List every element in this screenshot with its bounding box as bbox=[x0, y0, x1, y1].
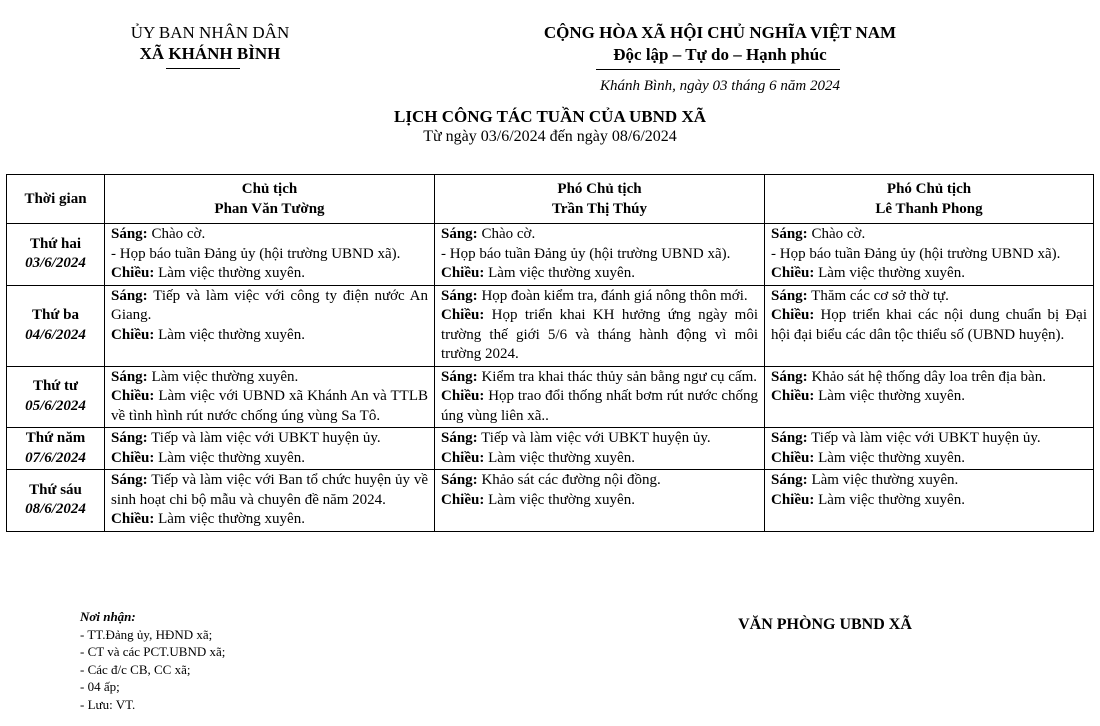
entry-text: Tiếp và làm việc với công ty điện nước An Giang. bbox=[111, 287, 428, 323]
day-name: Thứ năm bbox=[25, 430, 86, 446]
header-time bbox=[7, 175, 105, 224]
schedule-entry bbox=[441, 471, 758, 491]
header-role: Chủ tịch bbox=[241, 181, 298, 197]
schedule-entry bbox=[771, 225, 1087, 245]
entry-text: Chào cờ. bbox=[477, 226, 536, 242]
schedule-entry bbox=[111, 429, 428, 449]
schedule-cell bbox=[105, 224, 435, 286]
schedule-entry bbox=[771, 429, 1087, 449]
schedule-cell bbox=[435, 366, 765, 428]
national-title: CỘNG HÒA XÃ HỘI CHỦ NGHĨA VIỆT NAM bbox=[543, 23, 897, 42]
entry-text: Làm việc thường xuyên. bbox=[814, 388, 965, 404]
table-header-row bbox=[7, 175, 1094, 224]
schedule-entry bbox=[441, 387, 758, 426]
entry-text: Làm việc thường xuyên. bbox=[814, 449, 965, 466]
header-role: Phó Chủ tịch bbox=[557, 181, 642, 197]
session-label: Sáng: bbox=[441, 287, 478, 304]
session-label: Sáng: bbox=[771, 226, 808, 242]
session-label: Chiều: bbox=[111, 388, 155, 404]
entry-text: Chào cờ. bbox=[147, 226, 206, 242]
entry-text: Tiếp và làm việc với UBKT huyện ủy. bbox=[807, 430, 1041, 446]
session-label: Chiều: bbox=[771, 265, 815, 281]
entry-text: - Họp báo tuần Đảng ủy (hội trường UBND xã). bbox=[111, 245, 401, 262]
schedule-entry bbox=[441, 225, 758, 245]
day-date: 05/6/2024 bbox=[25, 397, 86, 414]
document-date: Khánh Bình, ngày 03 tháng 6 năm 2024 bbox=[600, 78, 840, 94]
session-label: Sáng: bbox=[441, 226, 478, 242]
entry-text: Họp triển khai KH hưởng ứng ngày môi trường thế giới 5/6 và tháng hành động vì môi trường 2024. bbox=[441, 307, 758, 362]
schedule-entry bbox=[111, 264, 428, 284]
session-label: Sáng: bbox=[441, 430, 478, 446]
document-title: LỊCH CÔNG TÁC TUẦN CỦA UBND XÃ bbox=[393, 107, 707, 126]
schedule-entry bbox=[771, 287, 1087, 307]
schedule-entry bbox=[771, 306, 1087, 345]
schedule-table bbox=[6, 174, 1094, 532]
day-name: Thứ hai bbox=[29, 235, 82, 252]
schedule-entry bbox=[111, 326, 428, 346]
session-label: Sáng: bbox=[111, 287, 148, 304]
session-label: Chiều: bbox=[111, 265, 155, 281]
schedule-entry bbox=[441, 429, 758, 449]
entry-text: Làm việc thường xuyên. bbox=[484, 265, 635, 281]
schedule-entry bbox=[771, 387, 1087, 407]
day-cell bbox=[7, 366, 105, 428]
recipients-list bbox=[80, 626, 225, 714]
schedule-entry bbox=[771, 491, 1087, 511]
day-date: 04/6/2024 bbox=[25, 326, 86, 343]
schedule-entry bbox=[111, 245, 428, 265]
session-label: Chiều: bbox=[111, 326, 155, 343]
session-label: Sáng: bbox=[771, 472, 808, 488]
entry-text: Làm việc thường xuyên. bbox=[484, 491, 635, 508]
issuer-line-1: ỦY BAN NHÂN DÂN bbox=[130, 23, 290, 42]
recipients-block bbox=[80, 608, 225, 713]
entry-text: Làm việc thường xuyên. bbox=[154, 326, 305, 343]
schedule-cell bbox=[435, 428, 765, 470]
day-cell bbox=[7, 428, 105, 470]
session-label: Chiều: bbox=[441, 307, 485, 323]
entry-text: Chào cờ. bbox=[807, 226, 866, 242]
header-person: Lê Thanh Phong bbox=[875, 201, 983, 217]
header-person: Trần Thị Thúy bbox=[551, 201, 648, 217]
entry-text: Khảo sát các đường nội đồng. bbox=[477, 472, 661, 488]
schedule-entry bbox=[771, 449, 1087, 469]
session-label: Chiều: bbox=[111, 449, 155, 466]
header-chairman bbox=[105, 175, 435, 224]
schedule-cell bbox=[435, 285, 765, 366]
session-label: Chiều: bbox=[441, 491, 485, 508]
schedule-entry bbox=[441, 449, 758, 469]
recipient-item: - 04 ấp; bbox=[80, 679, 120, 694]
table-row bbox=[7, 224, 1094, 286]
schedule-entry bbox=[111, 387, 428, 426]
entry-text: Làm việc thường xuyên. bbox=[484, 449, 635, 466]
day-name: Thứ tư bbox=[32, 378, 79, 395]
recipient-item: - CT và các PCT.UBND xã; bbox=[80, 644, 226, 659]
session-label: Sáng: bbox=[441, 368, 478, 385]
issuer-underline bbox=[166, 68, 240, 69]
schedule-cell bbox=[105, 285, 435, 366]
recipient-item: - Các đ/c CB, CC xã; bbox=[80, 661, 191, 677]
session-label: Chiều: bbox=[441, 265, 485, 281]
entry-text: Làm việc thường xuyên. bbox=[814, 265, 965, 281]
session-label: Chiều: bbox=[771, 307, 815, 323]
office-signature: VĂN PHÒNG UBND XÃ bbox=[738, 616, 912, 633]
issuer-line-2: XÃ KHÁNH BÌNH bbox=[139, 44, 281, 63]
entry-text: Tiếp và làm việc với UBKT huyện ủy. bbox=[477, 430, 711, 446]
schedule-cell bbox=[765, 366, 1094, 428]
table-row bbox=[7, 470, 1094, 532]
session-label: Chiều: bbox=[441, 449, 485, 466]
schedule-entry bbox=[111, 449, 428, 469]
day-date: 08/6/2024 bbox=[25, 501, 86, 518]
schedule-entry bbox=[111, 471, 428, 510]
document-subtitle: Từ ngày 03/6/2024 đến ngày 08/6/2024 bbox=[423, 128, 677, 145]
schedule-entry bbox=[441, 264, 758, 284]
day-cell bbox=[7, 285, 105, 366]
schedule-entry bbox=[111, 225, 428, 245]
session-label: Chiều: bbox=[771, 491, 815, 508]
issuer-header bbox=[110, 22, 310, 64]
session-label: Sáng: bbox=[111, 430, 148, 446]
entry-text: Làm việc thường xuyên. bbox=[154, 449, 305, 466]
session-label: Chiều: bbox=[771, 449, 815, 466]
header-role: Phó Chủ tịch bbox=[886, 181, 972, 197]
entry-text: Làm việc thường xuyên. bbox=[807, 472, 959, 488]
table-row bbox=[7, 366, 1094, 428]
session-label: Sáng: bbox=[111, 472, 148, 488]
entry-text: Làm việc thường xuyên. bbox=[147, 368, 299, 385]
session-label: Sáng: bbox=[771, 430, 808, 446]
day-name: Thứ ba bbox=[32, 307, 79, 323]
header-vice-chair-1 bbox=[435, 175, 765, 224]
session-label: Sáng: bbox=[771, 368, 808, 385]
header-vice-chair-2 bbox=[765, 175, 1094, 224]
entry-text: Họp triển khai các nội dung chuẩn bị Đại hội đại biểu các dân tộc thiểu số (UBND huyện). bbox=[771, 307, 1087, 343]
session-label: Chiều: bbox=[441, 388, 485, 404]
schedule-entry bbox=[111, 287, 428, 326]
recipient-item: - TT.Đảng ủy, HĐND xã; bbox=[80, 626, 213, 642]
schedule-cell bbox=[105, 470, 435, 532]
day-date: 03/6/2024 bbox=[25, 255, 86, 272]
schedule-cell bbox=[765, 285, 1094, 366]
session-label: Chiều: bbox=[111, 511, 155, 527]
motto-underline bbox=[596, 69, 840, 70]
entry-text: Họp trao đổi thống nhất bơm rút nước chống úng vùng liên xã.. bbox=[441, 388, 758, 424]
schedule-entry bbox=[771, 264, 1087, 284]
schedule-cell bbox=[105, 366, 435, 428]
national-header bbox=[500, 22, 940, 66]
entry-text: Kiểm tra khai thác thủy sản bằng ngư cụ cấm. bbox=[477, 368, 757, 385]
entry-text: Thăm các cơ sở thờ tự. bbox=[807, 287, 949, 304]
entry-text: Làm việc thường xuyên. bbox=[154, 511, 305, 527]
schedule-cell bbox=[105, 428, 435, 470]
schedule-cell bbox=[435, 470, 765, 532]
day-date: 07/6/2024 bbox=[25, 449, 86, 466]
national-motto: Độc lập – Tự do – Hạnh phúc bbox=[613, 45, 827, 64]
schedule-cell bbox=[765, 428, 1094, 470]
schedule-entry bbox=[771, 471, 1087, 491]
day-cell bbox=[7, 224, 105, 286]
schedule-entry bbox=[771, 245, 1087, 265]
entry-text: Làm việc thường xuyên. bbox=[814, 491, 965, 508]
entry-text: Tiếp và làm việc với Ban tổ chức huyện ủy về sinh hoạt chi bộ mẫu và chuyên đề năm 2024. bbox=[111, 472, 428, 508]
entry-text: Khảo sát hệ thống dây loa trên địa bàn. bbox=[807, 368, 1046, 385]
header-person: Phan Văn Tường bbox=[214, 201, 325, 217]
entry-text: - Họp báo tuần Đảng ủy (hội trường UBND xã). bbox=[771, 245, 1061, 262]
schedule-entry bbox=[441, 245, 758, 265]
session-label: Sáng: bbox=[111, 368, 148, 385]
schedule-cell bbox=[765, 224, 1094, 286]
session-label: Sáng: bbox=[111, 226, 148, 242]
entry-text: Họp đoàn kiểm tra, đánh giá nông thôn mới. bbox=[477, 287, 748, 304]
schedule-cell bbox=[765, 470, 1094, 532]
day-cell bbox=[7, 470, 105, 532]
entry-text: Tiếp và làm việc với UBKT huyện ủy. bbox=[147, 430, 381, 446]
table-row bbox=[7, 285, 1094, 366]
schedule-entry bbox=[111, 510, 428, 530]
schedule-entry bbox=[441, 368, 758, 388]
schedule-entry bbox=[111, 368, 428, 388]
schedule-cell bbox=[435, 224, 765, 286]
schedule-entry bbox=[771, 368, 1087, 388]
session-label: Sáng: bbox=[441, 472, 478, 488]
schedule-entry bbox=[441, 287, 758, 307]
entry-text: Làm việc với UBND xã Khánh An và TTLB về tình hình rút nước chống úng vùng Sa Tô. bbox=[111, 388, 428, 424]
recipient-item: - Lưu: VT. bbox=[80, 696, 136, 712]
table-row bbox=[7, 428, 1094, 470]
session-label: Chiều: bbox=[771, 388, 815, 404]
recipients-title: Nơi nhận: bbox=[80, 609, 136, 624]
schedule-entry bbox=[441, 491, 758, 511]
day-name: Thứ sáu bbox=[29, 481, 82, 498]
entry-text: - Họp báo tuần Đảng ủy (hội trường UBND xã). bbox=[441, 245, 731, 262]
header-time-label: Thời gian bbox=[24, 191, 87, 207]
entry-text: Làm việc thường xuyên. bbox=[154, 265, 305, 281]
schedule-entry bbox=[441, 306, 758, 365]
session-label: Sáng: bbox=[771, 287, 808, 304]
